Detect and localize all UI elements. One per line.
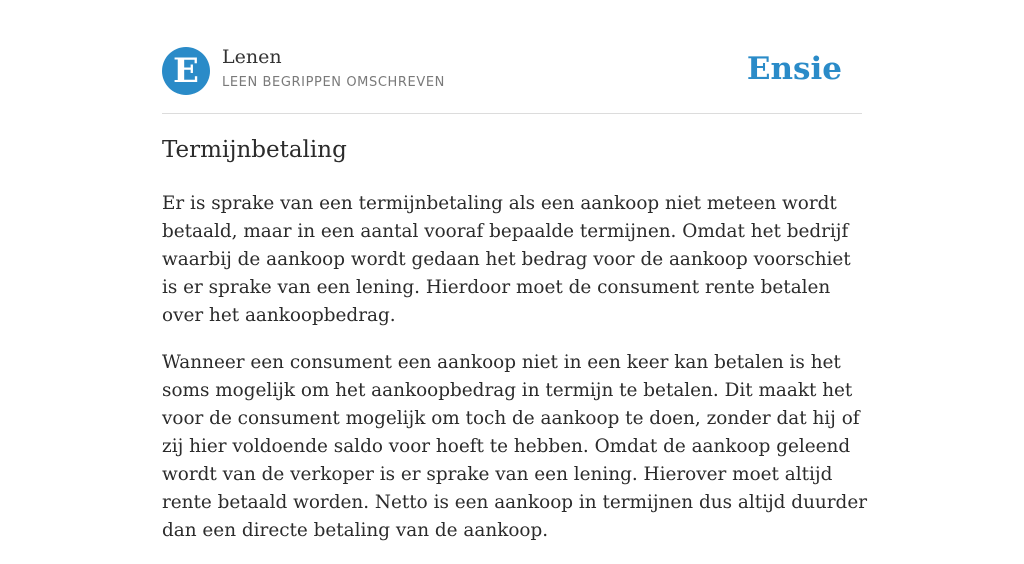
article-paragraph-1: Er is sprake van een termijnbetaling als een aankoop niet meteen wordt betaald, maar in een aantal vooraf bepaalde termijnen. Omdat het bedrijf waarbij de aankoop wordt gedaan het bedrag voor de aankoop voorschiet is er sprake van een lening. Hierdoor moet de consument rente betalen over het aankoopbedrag. [162, 193, 851, 326]
ensie-logo-icon[interactable]: E [162, 47, 210, 95]
category-subtitle: LEEN BEGRIPPEN OMSCHREVEN [222, 75, 445, 90]
brand-logo[interactable]: Ensie [746, 51, 842, 87]
article-body [162, 190, 867, 564]
page-header [162, 46, 862, 96]
header-divider [162, 113, 862, 114]
category-title[interactable]: Lenen [222, 46, 282, 68]
article-paragraph-2: Wanneer een consument een aankoop niet in een keer kan betalen is het soms mogelijk om het aankoopbedrag in termijn te betalen. Dit maakt het voor de consument mogelijk om toch de aankoop te doen, zonder dat hij of zij hier voldoende saldo voor hoeft te hebben. Omdat de aankoop geleend wordt van de verkoper is er sprake van een lening. Hierover moet altijd rente betaald worden. Netto is een aankoop in termijnen dus altijd duurder dan een directe betaling van de aankoop. [162, 352, 868, 541]
article-title: Termijnbetaling [162, 137, 347, 163]
